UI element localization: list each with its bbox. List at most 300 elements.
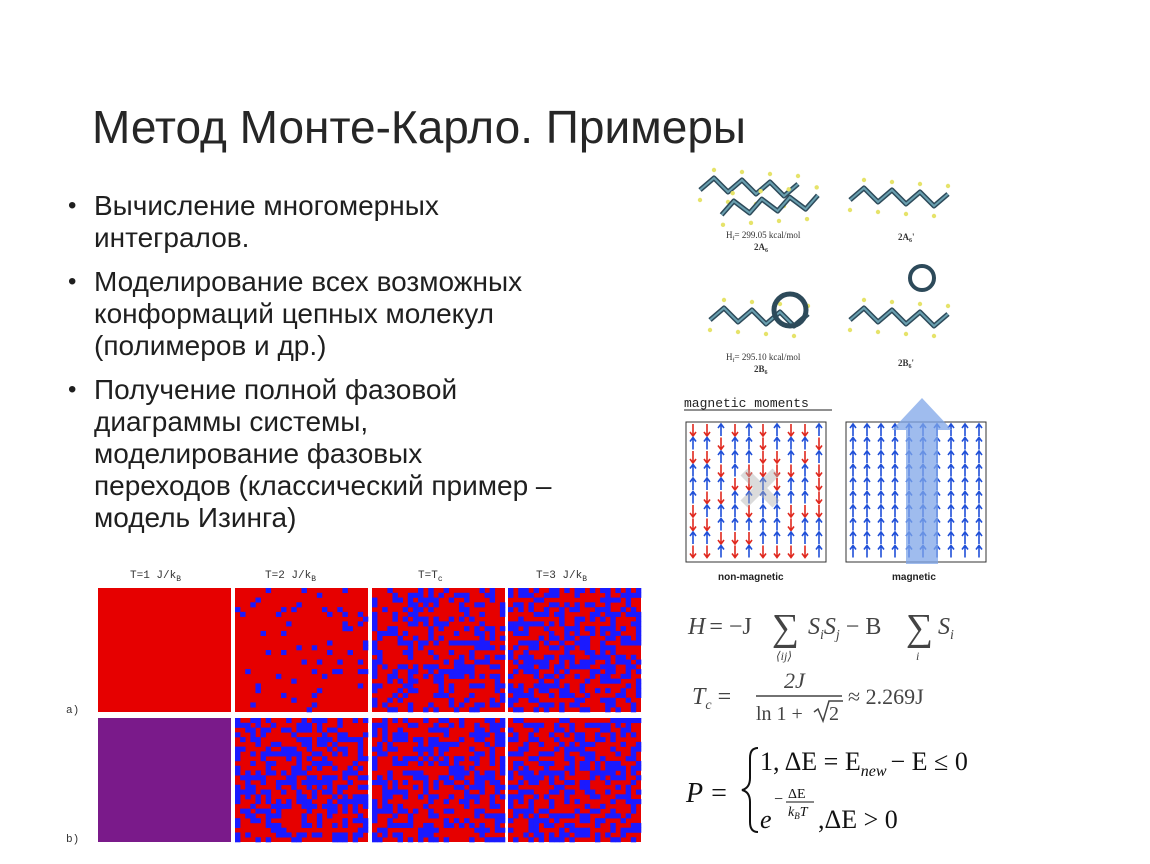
spin-cell [636, 799, 641, 804]
spin-cell [534, 775, 539, 780]
spin-cell [459, 669, 464, 674]
spin-cell [513, 732, 518, 737]
spin-cell [363, 756, 368, 761]
spin-cell [580, 785, 585, 790]
spin-cell [549, 804, 554, 809]
spin-cell [554, 679, 559, 684]
spin-cell [559, 664, 564, 669]
spin-cell [464, 664, 469, 669]
spin-cell [600, 818, 605, 823]
spin-cell [544, 674, 549, 679]
spin-cell [554, 664, 559, 669]
spin-cell [418, 747, 423, 752]
spin-cell [307, 707, 312, 712]
spin-cell [454, 660, 459, 665]
spin-cell [585, 813, 590, 818]
spin-cell [539, 761, 544, 766]
spin-cell [485, 732, 490, 737]
spin-cell [626, 794, 631, 799]
spin-cell [250, 790, 255, 795]
spin-cell [433, 737, 438, 742]
spin-cell [276, 809, 281, 814]
spin-cell [337, 607, 342, 612]
spin-cell [549, 631, 554, 636]
spin-cell [559, 693, 564, 698]
spin-cell [348, 799, 353, 804]
spin-cell [392, 593, 397, 598]
spin-cell [534, 683, 539, 688]
spin-cell [605, 780, 610, 785]
spin-cell [423, 790, 428, 795]
spin-cell [245, 775, 250, 780]
lattice-panel [98, 718, 231, 842]
spin-cell [307, 766, 312, 771]
spin-cell [240, 612, 245, 617]
spin-cell [418, 593, 423, 598]
spin-cell [433, 785, 438, 790]
spin-cell [495, 688, 500, 693]
spin-cell [610, 631, 615, 636]
spin-cell [474, 813, 479, 818]
spin-cell [490, 837, 495, 842]
spin-cell [317, 813, 322, 818]
spin-cell [454, 766, 459, 771]
spin-cell [418, 607, 423, 612]
spin-cell [518, 683, 523, 688]
svg-text:∑: ∑ [772, 607, 800, 649]
spin-cell [372, 650, 377, 655]
spin-cell [317, 718, 322, 723]
svg-text:Tc=: $T_c$ = [692, 684, 732, 713]
spin-cell [322, 674, 327, 679]
spin-cell [636, 588, 641, 593]
spin-cell [528, 737, 533, 742]
spin-cell [382, 607, 387, 612]
spin-cell [332, 766, 337, 771]
spin-cell [631, 751, 636, 756]
spin-cell [363, 818, 368, 823]
spin-cell [444, 799, 449, 804]
spin-cell [312, 718, 317, 723]
spin-cell [276, 823, 281, 828]
spin-cell [281, 693, 286, 698]
spin-cell [433, 756, 438, 761]
spin-cell [626, 718, 631, 723]
spin-cell [382, 723, 387, 728]
spin-cell [296, 837, 301, 842]
svg-text:ΔE: ΔE [788, 787, 806, 802]
spin-cell [307, 804, 312, 809]
spin-cell [518, 770, 523, 775]
spin-cell [464, 794, 469, 799]
spin-cell [469, 693, 474, 698]
spin-cell [444, 718, 449, 723]
spin-cell [302, 660, 307, 665]
spin-cell [358, 742, 363, 747]
spin-cell [564, 693, 569, 698]
spin-cell [392, 785, 397, 790]
spin-cell [449, 640, 454, 645]
spin-cell [559, 612, 564, 617]
spin-cell [439, 688, 444, 693]
spin-cell [610, 698, 615, 703]
spin-cell [240, 809, 245, 814]
spin-cell [636, 775, 641, 780]
spin-cell [559, 621, 564, 626]
spin-cell [250, 785, 255, 790]
spin-cell [372, 756, 377, 761]
spin-cell [372, 804, 377, 809]
spin-cell [564, 688, 569, 693]
spin-cell [449, 674, 454, 679]
spin-cell [382, 728, 387, 733]
spin-cell [474, 780, 479, 785]
spin-cell [626, 828, 631, 833]
spin-cell [523, 640, 528, 645]
spin-cell [403, 780, 408, 785]
spin-cell [276, 751, 281, 756]
spin-cell [398, 761, 403, 766]
spin-cell [585, 645, 590, 650]
spin-cell [485, 828, 490, 833]
spin-cell [296, 770, 301, 775]
spin-cell [433, 640, 438, 645]
spin-cell [580, 698, 585, 703]
molecule-2b6-prime-icon [848, 266, 950, 338]
spin-cell [353, 794, 358, 799]
spin-cell [626, 698, 631, 703]
spin-cell [255, 775, 260, 780]
spin-cell [444, 761, 449, 766]
spin-cell [353, 718, 358, 723]
spin-cell [528, 669, 533, 674]
spin-cell [353, 770, 358, 775]
spin-cell [392, 756, 397, 761]
molecule-2a6-prime-icon [848, 178, 950, 218]
spin-cell [585, 650, 590, 655]
spin-cell [372, 683, 377, 688]
spin-cell [554, 770, 559, 775]
spin-cell [428, 761, 433, 766]
spin-cell [554, 813, 559, 818]
spin-cell [585, 742, 590, 747]
spin-cell [626, 790, 631, 795]
spin-cell [564, 756, 569, 761]
spin-cell [317, 818, 322, 823]
spin-cell [495, 723, 500, 728]
spin-cell [513, 645, 518, 650]
spin-cell [600, 723, 605, 728]
spin-cell [534, 823, 539, 828]
spin-cell [317, 751, 322, 756]
spin-cell [459, 702, 464, 707]
spin-cell [413, 809, 418, 814]
spin-cell [600, 728, 605, 733]
spin-cell [387, 804, 392, 809]
spin-cell [235, 718, 240, 723]
spin-cell [544, 751, 549, 756]
spin-cell [523, 747, 528, 752]
svg-text:ln 1 +: ln 1 + [756, 703, 803, 725]
spin-cell [518, 602, 523, 607]
spin-cell [428, 598, 433, 603]
spin-cell [327, 790, 332, 795]
spin-cell [377, 809, 382, 814]
spin-cell [413, 607, 418, 612]
spin-cell [595, 823, 600, 828]
spin-cell [631, 804, 636, 809]
spin-cell [428, 607, 433, 612]
spin-cell [610, 799, 615, 804]
spin-cell [348, 650, 353, 655]
spin-cell [469, 766, 474, 771]
spin-cell [398, 809, 403, 814]
spin-cell [353, 804, 358, 809]
spin-cell [626, 636, 631, 641]
spin-cell [327, 747, 332, 752]
spin-cell [528, 655, 533, 660]
spin-cell [610, 813, 615, 818]
spin-cell [327, 737, 332, 742]
spin-cell [631, 809, 636, 814]
spin-cell [353, 799, 358, 804]
spin-cell [250, 737, 255, 742]
spin-cell [387, 674, 392, 679]
spin-cell [626, 674, 631, 679]
spin-cell [621, 832, 626, 837]
spin-cell [433, 679, 438, 684]
spin-cell [235, 770, 240, 775]
spin-cell [534, 794, 539, 799]
spin-cell [281, 751, 286, 756]
spin-cell [307, 785, 312, 790]
spin-cell [636, 631, 641, 636]
spin-cell [490, 631, 495, 636]
spin-cell [636, 761, 641, 766]
spin-cell [590, 588, 595, 593]
spin-cell [281, 770, 286, 775]
spin-cell [615, 794, 620, 799]
spin-cell [332, 823, 337, 828]
spin-cell [459, 770, 464, 775]
spin-cell [539, 660, 544, 665]
spin-cell [317, 832, 322, 837]
spin-cell [459, 756, 464, 761]
spin-cell [626, 756, 631, 761]
spin-cell [626, 669, 631, 674]
spin-cell [626, 799, 631, 804]
spin-cell [508, 775, 513, 780]
spin-cell [590, 602, 595, 607]
spin-cell [266, 813, 271, 818]
spin-cell [528, 775, 533, 780]
spin-cell [549, 636, 554, 641]
spin-cell [439, 626, 444, 631]
spin-cell [464, 818, 469, 823]
spin-cell [585, 804, 590, 809]
spin-cell [474, 683, 479, 688]
spin-cell [418, 645, 423, 650]
spin-cell [307, 756, 312, 761]
spin-cell [255, 794, 260, 799]
spin-cell [559, 728, 564, 733]
spin-cell [464, 593, 469, 598]
spin-cell [585, 751, 590, 756]
spin-cell [595, 688, 600, 693]
spin-cell [580, 751, 585, 756]
spin-cell [528, 688, 533, 693]
spin-cell [459, 655, 464, 660]
spin-cell [276, 832, 281, 837]
spin-cell [495, 679, 500, 684]
spin-cell [636, 693, 641, 698]
spin-cell [312, 693, 317, 698]
spin-cell [474, 640, 479, 645]
spin-cell [564, 780, 569, 785]
spin-cell [327, 761, 332, 766]
spin-cell [261, 780, 266, 785]
spin-cell [322, 756, 327, 761]
svg-text:Si: $S_i$ [938, 614, 954, 643]
spin-cell [428, 664, 433, 669]
spin-cell [398, 823, 403, 828]
spin-cell [513, 602, 518, 607]
spin-cell [479, 780, 484, 785]
spin-cell [240, 790, 245, 795]
spin-cell [513, 785, 518, 790]
spin-cell [413, 621, 418, 626]
spin-cell [474, 785, 479, 790]
spin-cell [428, 832, 433, 837]
spin-cell [580, 588, 585, 593]
spin-cell [508, 621, 513, 626]
spin-cell [626, 813, 631, 818]
spin-cell [621, 794, 626, 799]
spin-cell [286, 747, 291, 752]
spin-cell [363, 775, 368, 780]
spin-cell [332, 809, 337, 814]
spin-cell [518, 794, 523, 799]
spin-cell [358, 621, 363, 626]
spin-cell [348, 626, 353, 631]
spin-cell [549, 751, 554, 756]
spin-cell [342, 747, 347, 752]
spin-cell [363, 823, 368, 828]
spin-cell [245, 669, 250, 674]
spin-cell [508, 626, 513, 631]
spin-cell [528, 790, 533, 795]
bullet-line: конформаций цепных молекул [94, 298, 494, 329]
spin-cell [474, 707, 479, 712]
spin-cell [621, 593, 626, 598]
spin-cell [337, 669, 342, 674]
spin-cell [337, 737, 342, 742]
spin-cell [382, 631, 387, 636]
spin-cell [307, 780, 312, 785]
spin-cell [523, 723, 528, 728]
spin-cell [631, 770, 636, 775]
spin-cell [312, 780, 317, 785]
spin-cell [564, 718, 569, 723]
spin-cell [449, 650, 454, 655]
spin-cell [569, 742, 574, 747]
spin-cell [610, 809, 615, 814]
spin-cell [490, 761, 495, 766]
spin-cell [281, 828, 286, 833]
spin-cell [636, 679, 641, 684]
spin-cell [398, 728, 403, 733]
spin-cell [559, 828, 564, 833]
spin-cell [408, 813, 413, 818]
spin-cell [291, 770, 296, 775]
spin-cell [372, 617, 377, 622]
spin-cell [500, 785, 505, 790]
spin-cell [569, 607, 574, 612]
spin-cell [513, 621, 518, 626]
spin-cell [554, 747, 559, 752]
spin-cell [615, 612, 620, 617]
bullet-line: Вычисление многомерных [94, 190, 439, 221]
spin-cell [610, 617, 615, 622]
spin-cell [418, 640, 423, 645]
spin-cell [286, 780, 291, 785]
spin-cell [392, 669, 397, 674]
spin-cell [490, 747, 495, 752]
spin-cell [281, 747, 286, 752]
spin-cell [358, 832, 363, 837]
spin-cell [439, 761, 444, 766]
spin-cell [372, 723, 377, 728]
spin-cell [372, 626, 377, 631]
spin-cell [485, 775, 490, 780]
bullet-line: (полимеров и др.) [94, 330, 327, 361]
spin-cell [418, 617, 423, 622]
spin-cell [585, 636, 590, 641]
spin-cell [358, 669, 363, 674]
spin-cell [413, 775, 418, 780]
spin-cell [508, 688, 513, 693]
spin-cell [454, 664, 459, 669]
spin-cell [549, 674, 554, 679]
spin-cell [544, 702, 549, 707]
spin-cell [595, 723, 600, 728]
spin-cell [302, 794, 307, 799]
spin-cell [377, 655, 382, 660]
spin-cell [626, 588, 631, 593]
spin-cell [413, 688, 418, 693]
spin-cell [296, 737, 301, 742]
spin-cell [523, 742, 528, 747]
spin-cell [636, 790, 641, 795]
spin-cell [605, 688, 610, 693]
spin-cell [337, 785, 342, 790]
spin-cell [569, 693, 574, 698]
spin-cell [444, 728, 449, 733]
spin-cell [403, 794, 408, 799]
spin-cell [307, 799, 312, 804]
spin-cell [605, 707, 610, 712]
spin-cell [449, 780, 454, 785]
spin-cell [485, 645, 490, 650]
spin-cell [403, 664, 408, 669]
spin-cell [398, 679, 403, 684]
spin-cell [518, 664, 523, 669]
svg-text:2J: 2J [784, 668, 805, 693]
spin-cell [539, 809, 544, 814]
spin-cell [291, 698, 296, 703]
spin-cell [398, 737, 403, 742]
spin-cell [549, 832, 554, 837]
